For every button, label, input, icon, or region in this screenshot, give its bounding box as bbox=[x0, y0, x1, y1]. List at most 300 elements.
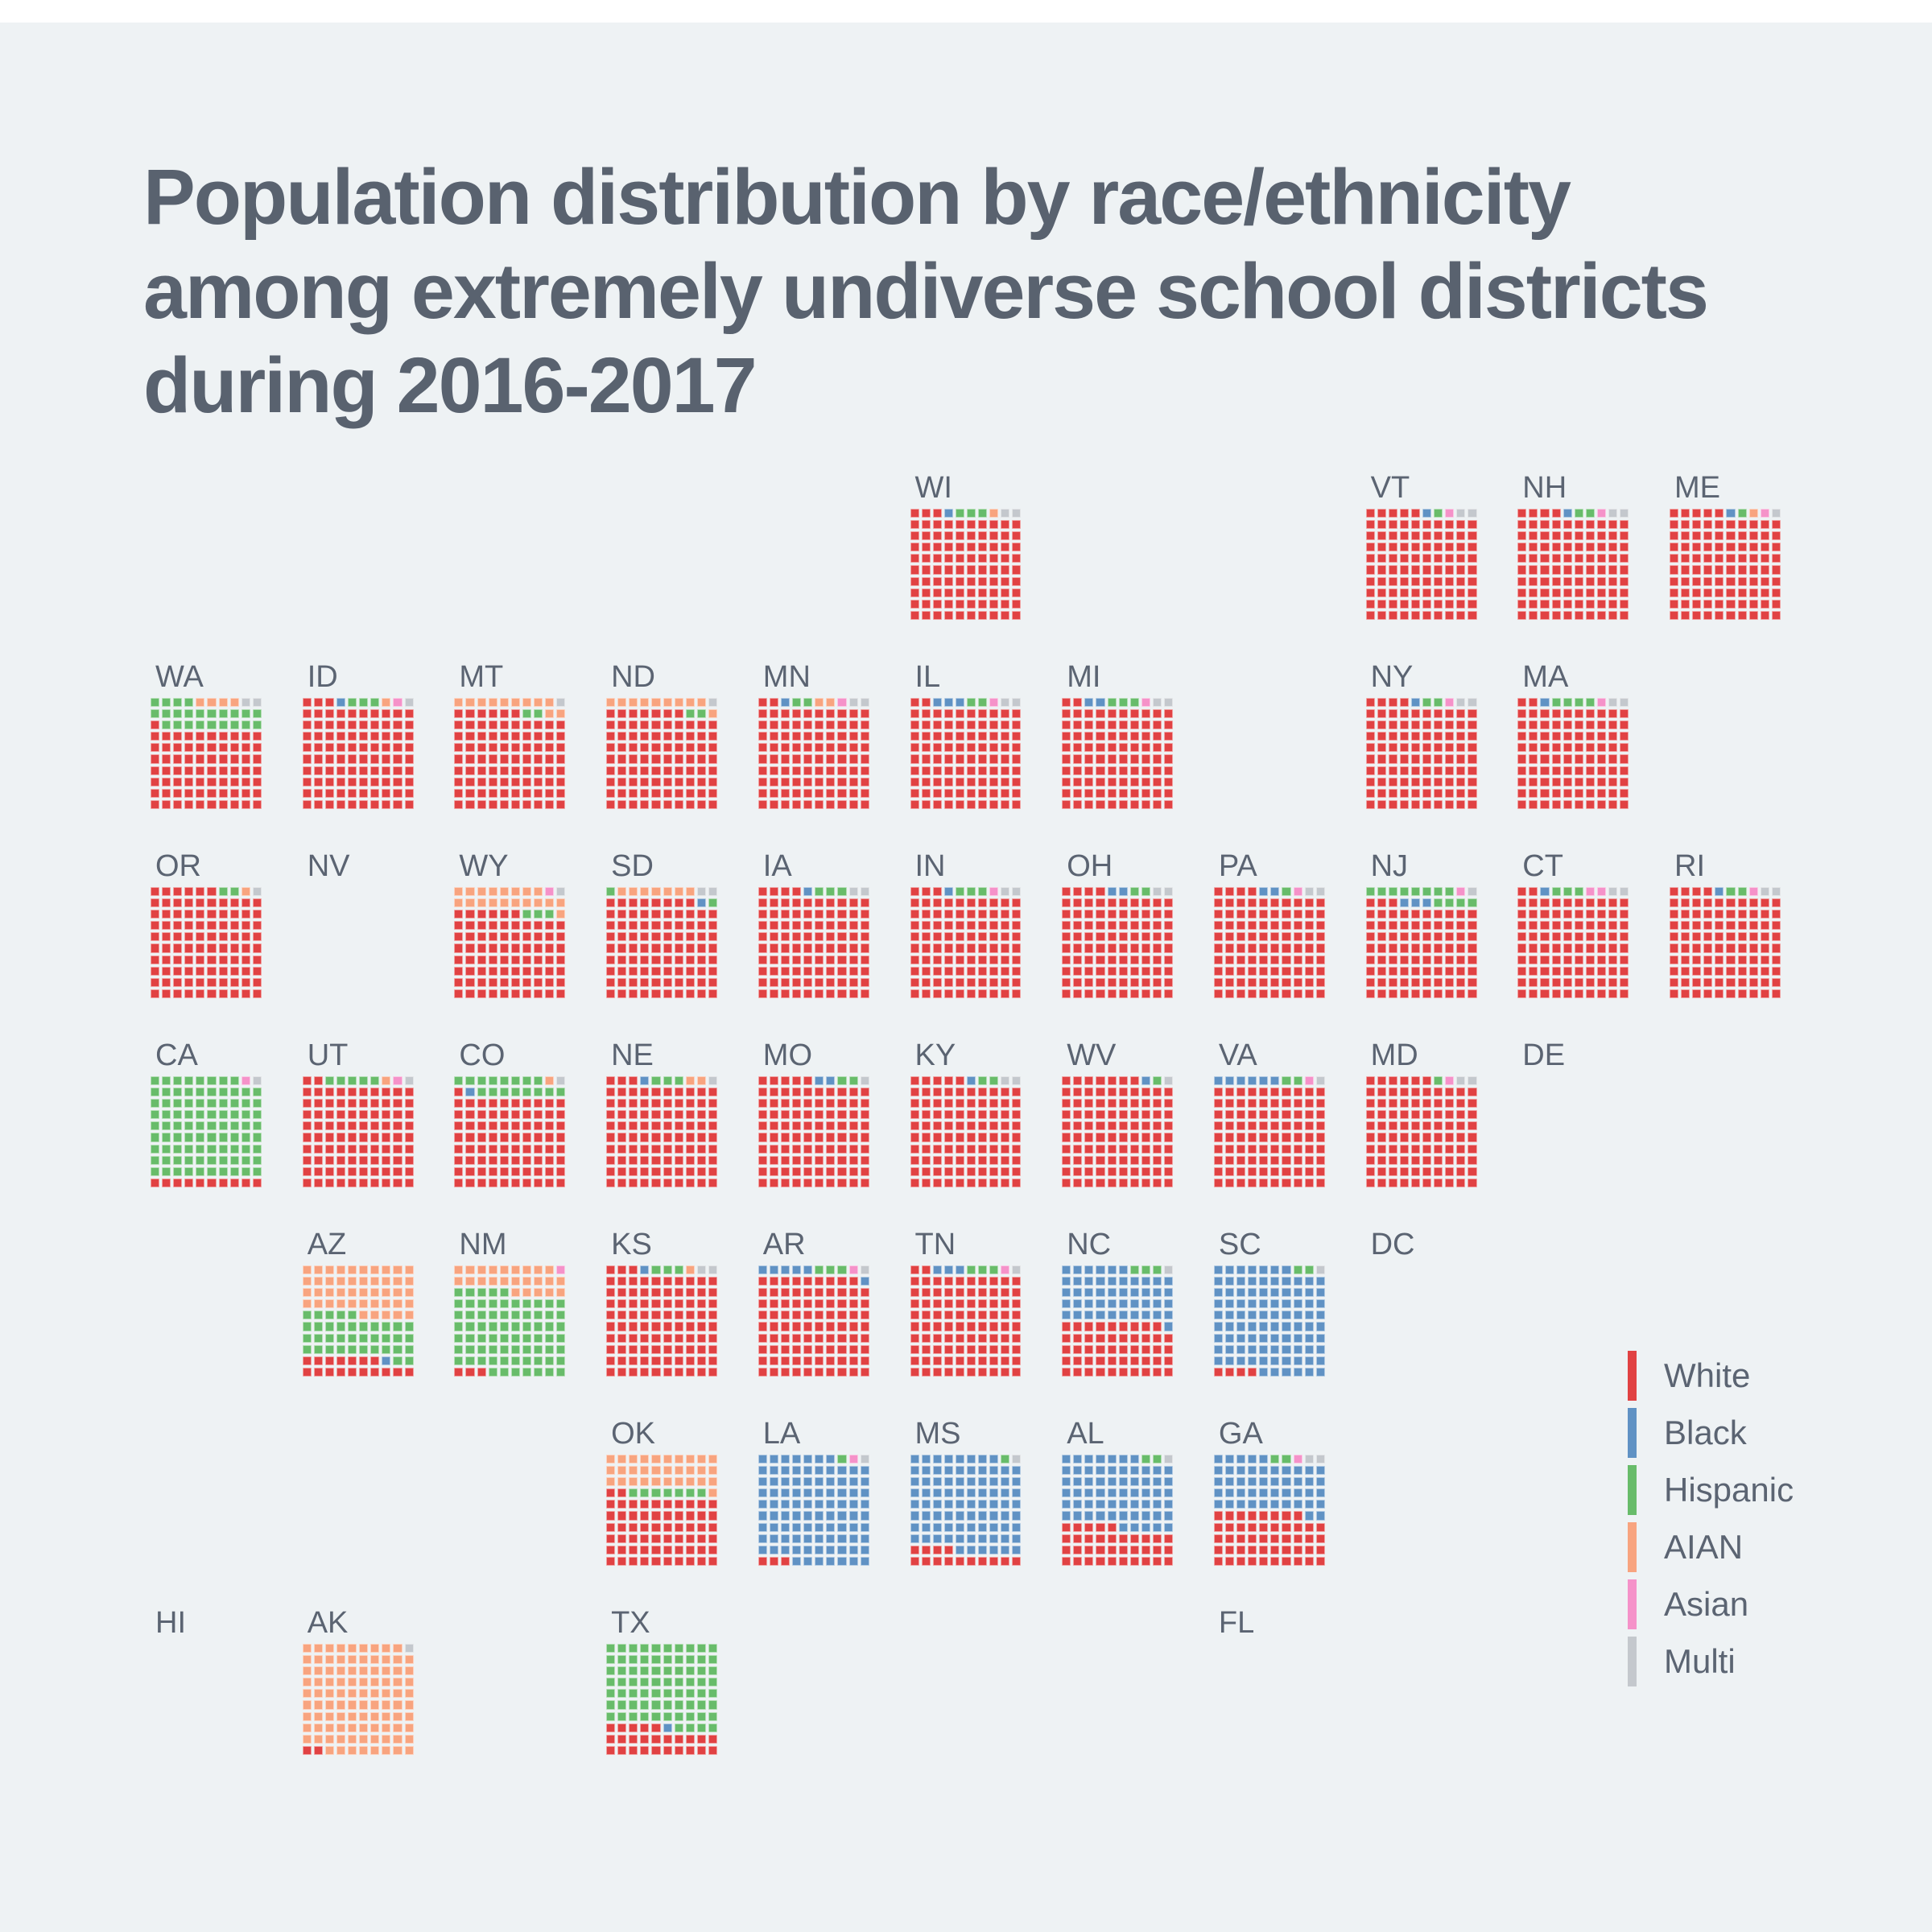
state-tile-FL bbox=[1214, 1607, 1327, 1644]
waffle-cell-white bbox=[522, 967, 531, 976]
waffle-cell-aian bbox=[393, 1689, 402, 1698]
waffle-cell-aian bbox=[606, 1477, 615, 1486]
waffle-cell-white bbox=[910, 1088, 919, 1096]
waffle-cell-white bbox=[640, 921, 649, 930]
waffle-cell-hispanic bbox=[606, 1655, 615, 1664]
waffle-cell-white bbox=[1062, 1546, 1071, 1554]
waffle-cell-black bbox=[1001, 1500, 1009, 1509]
waffle-cell-black bbox=[1108, 1477, 1117, 1486]
waffle-cell-aian bbox=[348, 1724, 357, 1732]
waffle-cell-black bbox=[1164, 1466, 1173, 1475]
waffle-cell-black bbox=[1305, 1277, 1314, 1286]
state-tile-MT bbox=[454, 661, 567, 809]
waffle-cell-white bbox=[1434, 565, 1443, 574]
waffle-cell-white bbox=[1001, 989, 1009, 998]
waffle-cell-white bbox=[314, 1167, 323, 1176]
waffle-cell-white bbox=[967, 1121, 976, 1130]
waffle-cell-black bbox=[1084, 1277, 1093, 1286]
waffle-cell-white bbox=[1738, 531, 1747, 540]
state-label-MD: MD bbox=[1370, 1038, 1418, 1072]
waffle-cell-white bbox=[556, 778, 565, 786]
waffle-cell-white bbox=[933, 887, 942, 896]
waffle-cell-white bbox=[1316, 956, 1325, 964]
waffle-cell-white bbox=[511, 967, 520, 976]
waffle-cell-white bbox=[1411, 800, 1420, 809]
waffle-cell-white bbox=[1389, 754, 1397, 763]
waffle-cell-white bbox=[1749, 565, 1758, 574]
waffle-cell-white bbox=[989, 1345, 998, 1354]
waffle-cell-white bbox=[770, 1299, 778, 1308]
waffle-cell-aian bbox=[675, 1455, 683, 1463]
waffle-cell-white bbox=[1108, 978, 1117, 987]
waffle-cell-white bbox=[770, 778, 778, 786]
waffle-cell-black bbox=[1248, 1076, 1257, 1085]
waffle-cell-hispanic bbox=[500, 1334, 509, 1343]
waffle-cell-white bbox=[162, 789, 171, 798]
waffle-cell-white bbox=[1062, 1099, 1071, 1108]
waffle-cell-white bbox=[686, 720, 695, 729]
waffle-cell-aian bbox=[617, 698, 626, 707]
waffle-cell-white bbox=[1620, 967, 1629, 976]
state-tile-NH bbox=[1517, 472, 1630, 620]
waffle-cell-white bbox=[1001, 611, 1009, 620]
waffle-cell-white bbox=[1316, 932, 1325, 941]
waffle-cell-white bbox=[1366, 1088, 1375, 1096]
waffle-cell-white bbox=[1377, 1121, 1386, 1130]
waffle-cell-white bbox=[606, 754, 615, 763]
waffle-cell-white bbox=[1214, 1557, 1223, 1566]
waffle-cell-hispanic bbox=[675, 1678, 683, 1686]
waffle-cell-white bbox=[465, 732, 474, 741]
waffle-cell-hispanic bbox=[697, 1488, 706, 1497]
waffle-cell-white bbox=[348, 1133, 357, 1141]
waffle-cell-white bbox=[1563, 543, 1572, 551]
waffle-cell-white bbox=[1670, 543, 1678, 551]
waffle-cell-white bbox=[1517, 898, 1526, 907]
waffle-cell-white bbox=[1772, 967, 1781, 976]
waffle-cell-white bbox=[686, 1368, 695, 1377]
waffle-cell-white bbox=[978, 1345, 987, 1354]
waffle-cell-white bbox=[1468, 789, 1476, 798]
state-label-OK: OK bbox=[611, 1417, 655, 1451]
waffle-cell-white bbox=[477, 743, 486, 752]
waffle-cell-white bbox=[359, 1088, 368, 1096]
waffle-cell-white bbox=[325, 1356, 334, 1365]
waffle-cell-white bbox=[978, 943, 987, 952]
waffle-cell-white bbox=[1130, 743, 1139, 752]
waffle-cell-white bbox=[1552, 766, 1561, 775]
waffle-cell-black bbox=[1259, 1322, 1268, 1331]
waffle-cell-white bbox=[697, 978, 706, 987]
waffle-cell-hispanic bbox=[534, 1322, 543, 1331]
waffle-cell-white bbox=[1563, 588, 1572, 597]
waffle-cell-white bbox=[1540, 766, 1549, 775]
waffle-cell-white bbox=[675, 1110, 683, 1119]
waffle-cell-white bbox=[956, 1110, 964, 1119]
waffle-cell-white bbox=[1012, 789, 1021, 798]
waffle-cell-hispanic bbox=[651, 1655, 660, 1664]
waffle-cell-white bbox=[1703, 978, 1712, 987]
waffle-cell-white bbox=[1073, 1110, 1082, 1119]
waffle-cell-aian bbox=[348, 1746, 357, 1755]
waffle-cell-white bbox=[1119, 1110, 1128, 1119]
waffle-cell-black bbox=[697, 898, 706, 907]
waffle-cell-white bbox=[454, 989, 463, 998]
waffle-cell-white bbox=[1130, 709, 1139, 718]
waffle-cell-white bbox=[1001, 1110, 1009, 1119]
waffle-cell-white bbox=[989, 1179, 998, 1187]
waffle-cell-black bbox=[803, 1500, 812, 1509]
waffle-cell-hispanic bbox=[405, 1322, 414, 1331]
waffle-cell-white bbox=[454, 800, 463, 809]
waffle-cell-white bbox=[861, 1121, 869, 1130]
waffle-cell-white bbox=[849, 943, 858, 952]
waffle-cell-white bbox=[1468, 943, 1476, 952]
waffle-cell-hispanic bbox=[522, 1088, 531, 1096]
waffle-cell-hispanic bbox=[956, 509, 964, 518]
waffle-cell-black bbox=[837, 1557, 846, 1566]
waffle-cell-white bbox=[1366, 577, 1375, 586]
waffle-cell-hispanic bbox=[336, 1311, 345, 1319]
waffle-cell-white bbox=[1434, 967, 1443, 976]
waffle-cell-hispanic bbox=[708, 1700, 717, 1709]
waffle-cell-black bbox=[1119, 1488, 1128, 1497]
waffle-cell-white bbox=[1316, 1121, 1325, 1130]
waffle-cell-white bbox=[1692, 921, 1701, 930]
waffle-cell-white bbox=[663, 789, 672, 798]
state-label-AL: AL bbox=[1067, 1417, 1104, 1451]
state-label-ME: ME bbox=[1674, 471, 1720, 505]
waffle-cell-hispanic bbox=[556, 1334, 565, 1343]
waffle-cell-white bbox=[1225, 1546, 1234, 1554]
waffle-cell-white bbox=[770, 698, 778, 707]
waffle-cell-white bbox=[781, 1110, 790, 1119]
waffle-cell-white bbox=[933, 743, 942, 752]
waffle-cell-hispanic bbox=[219, 1121, 228, 1130]
waffle-cell-white bbox=[556, 743, 565, 752]
waffle-cell-black bbox=[967, 1500, 976, 1509]
waffle-cell-white bbox=[922, 1076, 931, 1085]
waffle-cell-white bbox=[944, 1167, 953, 1176]
waffle-cell-white bbox=[922, 989, 931, 998]
waffle-cell-white bbox=[1620, 898, 1629, 907]
waffle-cell-black bbox=[1294, 1477, 1302, 1486]
waffle-cell-white bbox=[1108, 1334, 1117, 1343]
waffle-cell-white bbox=[173, 921, 182, 930]
waffle-cell-white bbox=[1012, 554, 1021, 563]
waffle-cell-white bbox=[465, 921, 474, 930]
waffle-cell-hispanic bbox=[162, 1133, 171, 1141]
waffle-cell-white bbox=[803, 1356, 812, 1365]
waffle-cell-white bbox=[325, 1133, 334, 1141]
waffle-cell-white bbox=[314, 1156, 323, 1165]
waffle-cell-black bbox=[978, 1511, 987, 1520]
waffle-cell-white bbox=[1400, 1156, 1409, 1165]
waffle-cell-hispanic bbox=[253, 1156, 262, 1165]
waffle-cell-white bbox=[1377, 932, 1386, 941]
waffle-cell-asian bbox=[849, 1265, 858, 1274]
waffle-cell-white bbox=[1084, 921, 1093, 930]
waffle-cell-white bbox=[489, 1133, 497, 1141]
waffle-cell-white bbox=[651, 1133, 660, 1141]
waffle-cell-white bbox=[651, 1546, 660, 1554]
waffle-cell-white bbox=[348, 754, 357, 763]
waffle-cell-white bbox=[1141, 1145, 1150, 1154]
waffle-cell-white bbox=[1012, 754, 1021, 763]
waffle-cell-white bbox=[511, 709, 520, 718]
waffle-cell-multi bbox=[1468, 698, 1476, 707]
waffle-cell-white bbox=[1141, 910, 1150, 919]
waffle-cell-black bbox=[1270, 1299, 1279, 1308]
waffle-cell-hispanic bbox=[511, 1299, 520, 1308]
waffle-cell-white bbox=[511, 956, 520, 964]
waffle-cell-white bbox=[1563, 743, 1572, 752]
waffle-cell-white bbox=[1703, 989, 1712, 998]
waffle-cell-white bbox=[511, 1145, 520, 1154]
waffle-cell-asian bbox=[1294, 887, 1302, 896]
waffle-cell-white bbox=[910, 1322, 919, 1331]
waffle-cell-white bbox=[1422, 943, 1431, 952]
waffle-cell-white bbox=[1468, 1121, 1476, 1130]
waffle-cell-hispanic bbox=[173, 698, 182, 707]
waffle-cell-white bbox=[173, 978, 182, 987]
waffle-cell-white bbox=[1411, 1133, 1420, 1141]
waffle-cell-black bbox=[1225, 1477, 1234, 1486]
waffle-cell-white bbox=[489, 978, 497, 987]
waffle-cell-white bbox=[1119, 956, 1128, 964]
waffle-cell-white bbox=[617, 1179, 626, 1187]
waffle-cell-white bbox=[967, 921, 976, 930]
waffle-cell-white bbox=[1270, 1167, 1279, 1176]
waffle-cell-white bbox=[1608, 520, 1617, 529]
waffle-cell-white bbox=[359, 1156, 368, 1165]
waffle-cell-white bbox=[1259, 898, 1268, 907]
waffle-cell-white bbox=[781, 1076, 790, 1085]
waffle-cell-white bbox=[1575, 967, 1583, 976]
waffle-cell-hispanic bbox=[242, 720, 250, 729]
waffle-cell-aian bbox=[629, 1466, 638, 1475]
waffle-cell-white bbox=[944, 1557, 953, 1566]
waffle-cell-white bbox=[815, 1288, 824, 1297]
waffle-cell-white bbox=[640, 1557, 649, 1566]
waffle-cell-white bbox=[989, 967, 998, 976]
waffle-cell-hispanic bbox=[454, 1076, 463, 1085]
waffle-cell-aian bbox=[640, 1466, 649, 1475]
waffle-cell-white bbox=[1400, 789, 1409, 798]
waffle-cell-white bbox=[1726, 531, 1735, 540]
waffle-cell-white bbox=[465, 709, 474, 718]
waffle-cell-black bbox=[967, 1477, 976, 1486]
state-label-MO: MO bbox=[762, 1038, 813, 1072]
waffle-cell-white bbox=[359, 800, 368, 809]
waffle-cell-white bbox=[1084, 1099, 1093, 1108]
waffle-cell-white bbox=[849, 720, 858, 729]
waffle-cell-multi bbox=[849, 887, 858, 896]
waffle-cell-black bbox=[1096, 698, 1104, 707]
waffle-cell-white bbox=[651, 1500, 660, 1509]
state-tile-AK bbox=[303, 1607, 415, 1755]
waffle-cell-hispanic bbox=[663, 1666, 672, 1675]
waffle-cell-white bbox=[978, 932, 987, 941]
waffle-cell-white bbox=[910, 531, 919, 540]
waffle-cell-black bbox=[849, 1466, 858, 1475]
waffle-cell-white bbox=[933, 800, 942, 809]
waffle-cell-aian bbox=[336, 1678, 345, 1686]
waffle-cell-white bbox=[1468, 588, 1476, 597]
waffle-cell-hispanic bbox=[967, 509, 976, 518]
waffle-cell-hispanic bbox=[556, 1356, 565, 1365]
waffle-cell-white bbox=[1119, 789, 1128, 798]
waffle-cell-white bbox=[1608, 766, 1617, 775]
state-tile-IL bbox=[910, 661, 1023, 809]
waffle-cell-white bbox=[1620, 956, 1629, 964]
waffle-cell-hispanic bbox=[545, 1345, 554, 1354]
legend-label-hispanic: Hispanic bbox=[1664, 1471, 1794, 1509]
waffle-cell-hispanic bbox=[219, 1167, 228, 1176]
waffle-cell-black bbox=[1084, 698, 1093, 707]
waffle-cell-white bbox=[933, 1277, 942, 1286]
waffle-cell-white bbox=[1001, 1167, 1009, 1176]
waffle-cell-white bbox=[477, 709, 486, 718]
waffle-cell-white bbox=[663, 1322, 672, 1331]
waffle-cell-white bbox=[1108, 1167, 1117, 1176]
waffle-cell-white bbox=[489, 754, 497, 763]
waffle-cell-white bbox=[184, 921, 193, 930]
waffle-cell-white bbox=[956, 1311, 964, 1319]
waffle-cell-white bbox=[545, 1110, 554, 1119]
waffle-cell-white bbox=[314, 1076, 323, 1085]
waffle-cell-white bbox=[184, 778, 193, 786]
waffle-cell-white bbox=[1282, 1546, 1290, 1554]
waffle-cell-white bbox=[230, 800, 239, 809]
waffle-cell-white bbox=[184, 956, 193, 964]
waffle-cell-white bbox=[922, 932, 931, 941]
waffle-cell-white bbox=[606, 789, 615, 798]
waffle-cell-white bbox=[944, 1356, 953, 1365]
waffle-cell-white bbox=[803, 1088, 812, 1096]
waffle-cell-black bbox=[1214, 1265, 1223, 1274]
waffle-cell-white bbox=[1552, 577, 1561, 586]
waffle-cell-white bbox=[640, 898, 649, 907]
waffle-cell-white bbox=[837, 967, 846, 976]
waffle-cell-white bbox=[348, 800, 357, 809]
waffle-cell-white bbox=[1001, 1156, 1009, 1165]
waffle-cell-white bbox=[989, 898, 998, 907]
waffle-cell-black bbox=[956, 1466, 964, 1475]
waffle-cell-white bbox=[1434, 611, 1443, 620]
waffle-cell-hispanic bbox=[184, 698, 193, 707]
waffle-cell-white bbox=[944, 1088, 953, 1096]
waffle-cell-white bbox=[758, 1288, 767, 1297]
waffle-cell-white bbox=[1259, 943, 1268, 952]
waffle-cell-white bbox=[1445, 743, 1454, 752]
waffle-cell-white bbox=[534, 732, 543, 741]
waffle-cell-white bbox=[1703, 956, 1712, 964]
waffle-cell-aian bbox=[545, 1288, 554, 1297]
waffle-cell-white bbox=[849, 1179, 858, 1187]
waffle-grid-RI bbox=[1670, 887, 1781, 998]
waffle-cell-hispanic bbox=[686, 1724, 695, 1732]
waffle-cell-hispanic bbox=[207, 1121, 216, 1130]
waffle-cell-aian bbox=[629, 698, 638, 707]
waffle-cell-white bbox=[675, 1523, 683, 1532]
waffle-cell-white bbox=[1411, 1076, 1420, 1085]
waffle-cell-white bbox=[617, 943, 626, 952]
waffle-cell-black bbox=[1141, 1511, 1150, 1520]
waffle-cell-hispanic bbox=[151, 698, 159, 707]
waffle-cell-white bbox=[303, 1179, 312, 1187]
waffle-cell-black bbox=[837, 1466, 846, 1475]
waffle-cell-white bbox=[640, 1735, 649, 1744]
waffle-cell-aian bbox=[359, 1735, 368, 1744]
waffle-cell-white bbox=[663, 1356, 672, 1365]
waffle-cell-black bbox=[849, 1500, 858, 1509]
waffle-cell-white bbox=[500, 989, 509, 998]
waffle-cell-white bbox=[1422, 611, 1431, 620]
waffle-cell-white bbox=[956, 543, 964, 551]
waffle-cell-white bbox=[861, 743, 869, 752]
waffle-cell-white bbox=[556, 932, 565, 941]
waffle-cell-white bbox=[1214, 1546, 1223, 1554]
waffle-cell-white bbox=[1294, 1110, 1302, 1119]
waffle-cell-black bbox=[1062, 1511, 1071, 1520]
waffle-cell-white bbox=[1153, 898, 1162, 907]
waffle-cell-white bbox=[1214, 1179, 1223, 1187]
waffle-cell-white bbox=[629, 1110, 638, 1119]
waffle-cell-white bbox=[1316, 910, 1325, 919]
waffle-cell-white bbox=[910, 520, 919, 529]
waffle-cell-white bbox=[629, 943, 638, 952]
waffle-cell-white bbox=[1377, 588, 1386, 597]
waffle-cell-black bbox=[967, 1523, 976, 1532]
waffle-cell-white bbox=[1164, 1334, 1173, 1343]
waffle-cell-white bbox=[522, 766, 531, 775]
waffle-cell-black bbox=[1141, 1299, 1150, 1308]
waffle-cell-white bbox=[1096, 709, 1104, 718]
waffle-cell-black bbox=[1316, 1277, 1325, 1286]
waffle-cell-black bbox=[1062, 1488, 1071, 1497]
waffle-cell-white bbox=[933, 531, 942, 540]
waffle-grid-NC bbox=[1062, 1265, 1173, 1377]
waffle-cell-white bbox=[500, 1121, 509, 1130]
waffle-cell-white bbox=[629, 1746, 638, 1755]
waffle-cell-white bbox=[1366, 1156, 1375, 1165]
waffle-cell-multi bbox=[405, 1644, 414, 1653]
waffle-cell-white bbox=[910, 1110, 919, 1119]
waffle-cell-white bbox=[477, 1368, 486, 1377]
waffle-cell-white bbox=[1282, 956, 1290, 964]
waffle-cell-white bbox=[1012, 1288, 1021, 1297]
waffle-cell-hispanic bbox=[1305, 1265, 1314, 1274]
waffle-cell-aian bbox=[325, 1689, 334, 1698]
waffle-cell-white bbox=[922, 1356, 931, 1365]
waffle-cell-white bbox=[370, 800, 379, 809]
waffle-cell-white bbox=[629, 1724, 638, 1732]
waffle-cell-hispanic bbox=[1400, 887, 1409, 896]
waffle-cell-aian bbox=[686, 887, 695, 896]
waffle-cell-white bbox=[477, 1167, 486, 1176]
waffle-cell-aian bbox=[489, 1265, 497, 1274]
waffle-cell-aian bbox=[348, 1700, 357, 1709]
waffle-cell-white bbox=[606, 1523, 615, 1532]
waffle-cell-white bbox=[640, 720, 649, 729]
waffle-cell-black bbox=[1084, 1477, 1093, 1486]
waffle-cell-white bbox=[1468, 910, 1476, 919]
waffle-cell-white bbox=[336, 1110, 345, 1119]
waffle-cell-white bbox=[1468, 1110, 1476, 1119]
waffle-cell-black bbox=[933, 1488, 942, 1497]
waffle-cell-white bbox=[1248, 1179, 1257, 1187]
